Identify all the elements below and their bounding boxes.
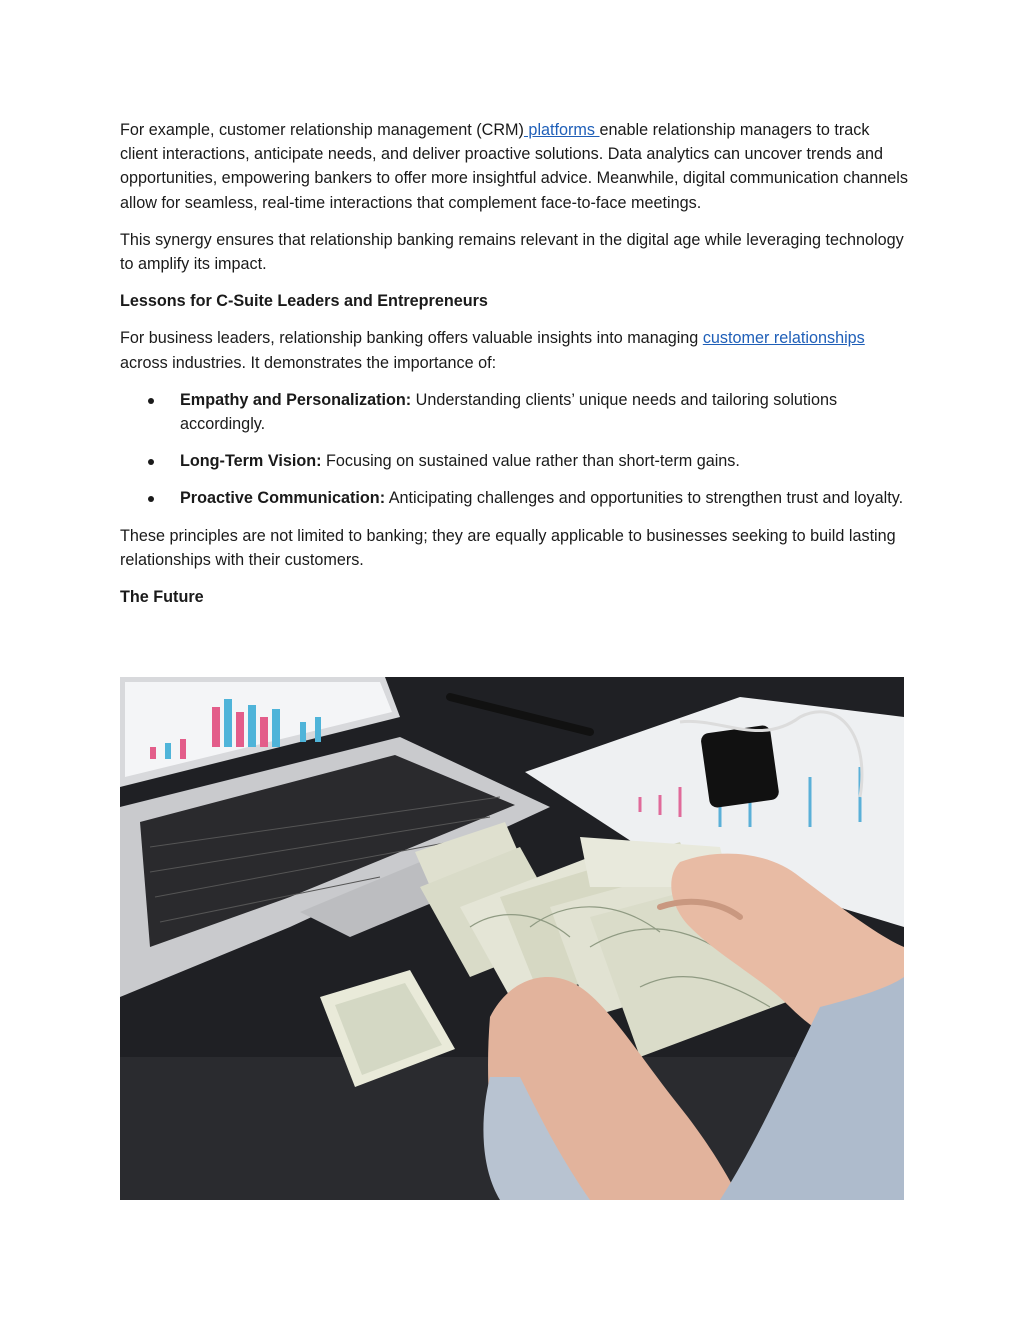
paragraph-principles: These principles are not limited to banking; they are equally applicable to businesses seeking to build lasting relationships with their customers. <box>120 526 896 569</box>
paragraph-business-leaders <box>120 326 910 374</box>
paragraph-crm-text-1: For example, customer relationship management (CRM) <box>120 121 524 139</box>
list-item <box>180 388 910 436</box>
paragraph-crm-text-2: enable relationship managers to track client interactions, anticipate needs, and deliver proactive solutions. Data analytics can uncover trends and opportunities, empowering bankers to offer more insightful advice. Meanwhile, digital communication channels allow for seamless, real-time interactions that complement face-to-face meetings. <box>120 121 908 212</box>
document-body <box>120 118 910 622</box>
customer-relationships-link[interactable]: customer relationships <box>702 329 865 348</box>
heading-future: The Future <box>120 588 204 607</box>
platforms-link[interactable]: platforms <box>523 121 600 139</box>
list-item-text: Focusing on sustained value rather than short-term gains. <box>321 452 740 471</box>
list-item <box>180 486 910 510</box>
list-item-term: Long-Term Vision: <box>180 452 322 471</box>
paragraph-leaders-text-1: For business leaders, relationship banking offers valuable insights into managing <box>120 329 703 348</box>
photo-hands-counting-money <box>120 677 904 1200</box>
list-item-term: Proactive Communication: <box>180 489 386 508</box>
list-item-text: Understanding clients’ unique needs and tailoring solutions accordingly. <box>180 390 838 434</box>
bullet-icon <box>148 459 154 465</box>
list-item-term: Empathy and Personalization: <box>180 390 412 409</box>
list-item <box>180 449 910 473</box>
paragraph-crm <box>120 118 910 215</box>
bullet-icon <box>148 398 154 404</box>
heading-lessons: Lessons for C-Suite Leaders and Entrepreneurs <box>120 292 488 311</box>
importance-list <box>120 388 910 511</box>
paragraph-leaders-text-2: across industries. It demonstrates the importance of: <box>120 353 497 372</box>
list-item-text: Anticipating challenges and opportunities to strengthen trust and loyalty. <box>385 489 904 508</box>
bullet-icon <box>148 496 154 502</box>
paragraph-synergy: This synergy ensures that relationship banking remains relevant in the digital age while leveraging technology to amplify its impact. <box>120 230 904 274</box>
